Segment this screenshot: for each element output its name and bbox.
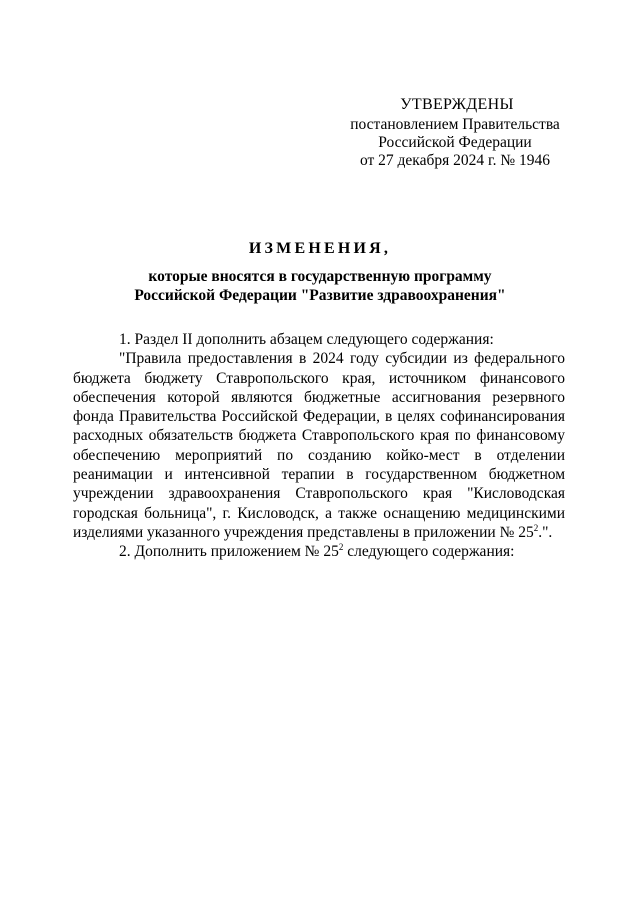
approval-line-2: Российской Федерации <box>378 134 532 151</box>
paragraph-3-superscript: 2 <box>338 542 344 553</box>
paragraph-3-end: следующего содержания: <box>343 543 515 561</box>
document-subtitle <box>100 268 540 305</box>
approval-line-3: от 27 декабря 2024 г. № 1946 <box>359 152 551 169</box>
paragraph-2 <box>73 349 565 542</box>
approval-stamp <box>330 96 580 170</box>
document-title: ИЗМЕНЕНИЯ, <box>248 240 392 257</box>
document-body <box>73 330 565 562</box>
paragraph-2-superscript: 2 <box>533 522 539 533</box>
paragraph-3-text: 2. Дополнить приложением № 25 <box>119 543 339 561</box>
subtitle-line-1: которые вносятся в государственную программу <box>148 268 492 285</box>
paragraph-3 <box>73 542 565 561</box>
approval-heading: УТВЕРЖДЕНЫ <box>400 96 514 113</box>
paragraph-2-text: "Правила предоставления в 2024 году субсидии из федерального бюджета бюджету Ставропольского края, источником финансового обеспечения которой являются бюджетные ассигнования резервного фонда Правительства Российской Федерации, в целях софинансирования расходных обязательств бюджета Ставропольского края по финансовому обеспечению мероприятий по созданию койко-мест в отделении реанимации и интенсивной терапии в государственном бюджетном учреждении здравоохранения Ставропольского края "Кисловодская городская больница", г. Кисловодск, а также оснащению медицинскими изделиями указанного учреждения представлены в приложении № 25 <box>73 350 565 541</box>
paragraph-1-text: 1. Раздел II дополнить абзацем следующего содержания: <box>119 331 494 348</box>
subtitle-line-2: Российской Федерации "Развитие здравоохранения" <box>134 286 506 304</box>
paragraph-2-end: .". <box>538 523 553 541</box>
paragraph-1 <box>73 330 565 349</box>
approval-line-1: постановлением Правительства <box>350 116 560 133</box>
